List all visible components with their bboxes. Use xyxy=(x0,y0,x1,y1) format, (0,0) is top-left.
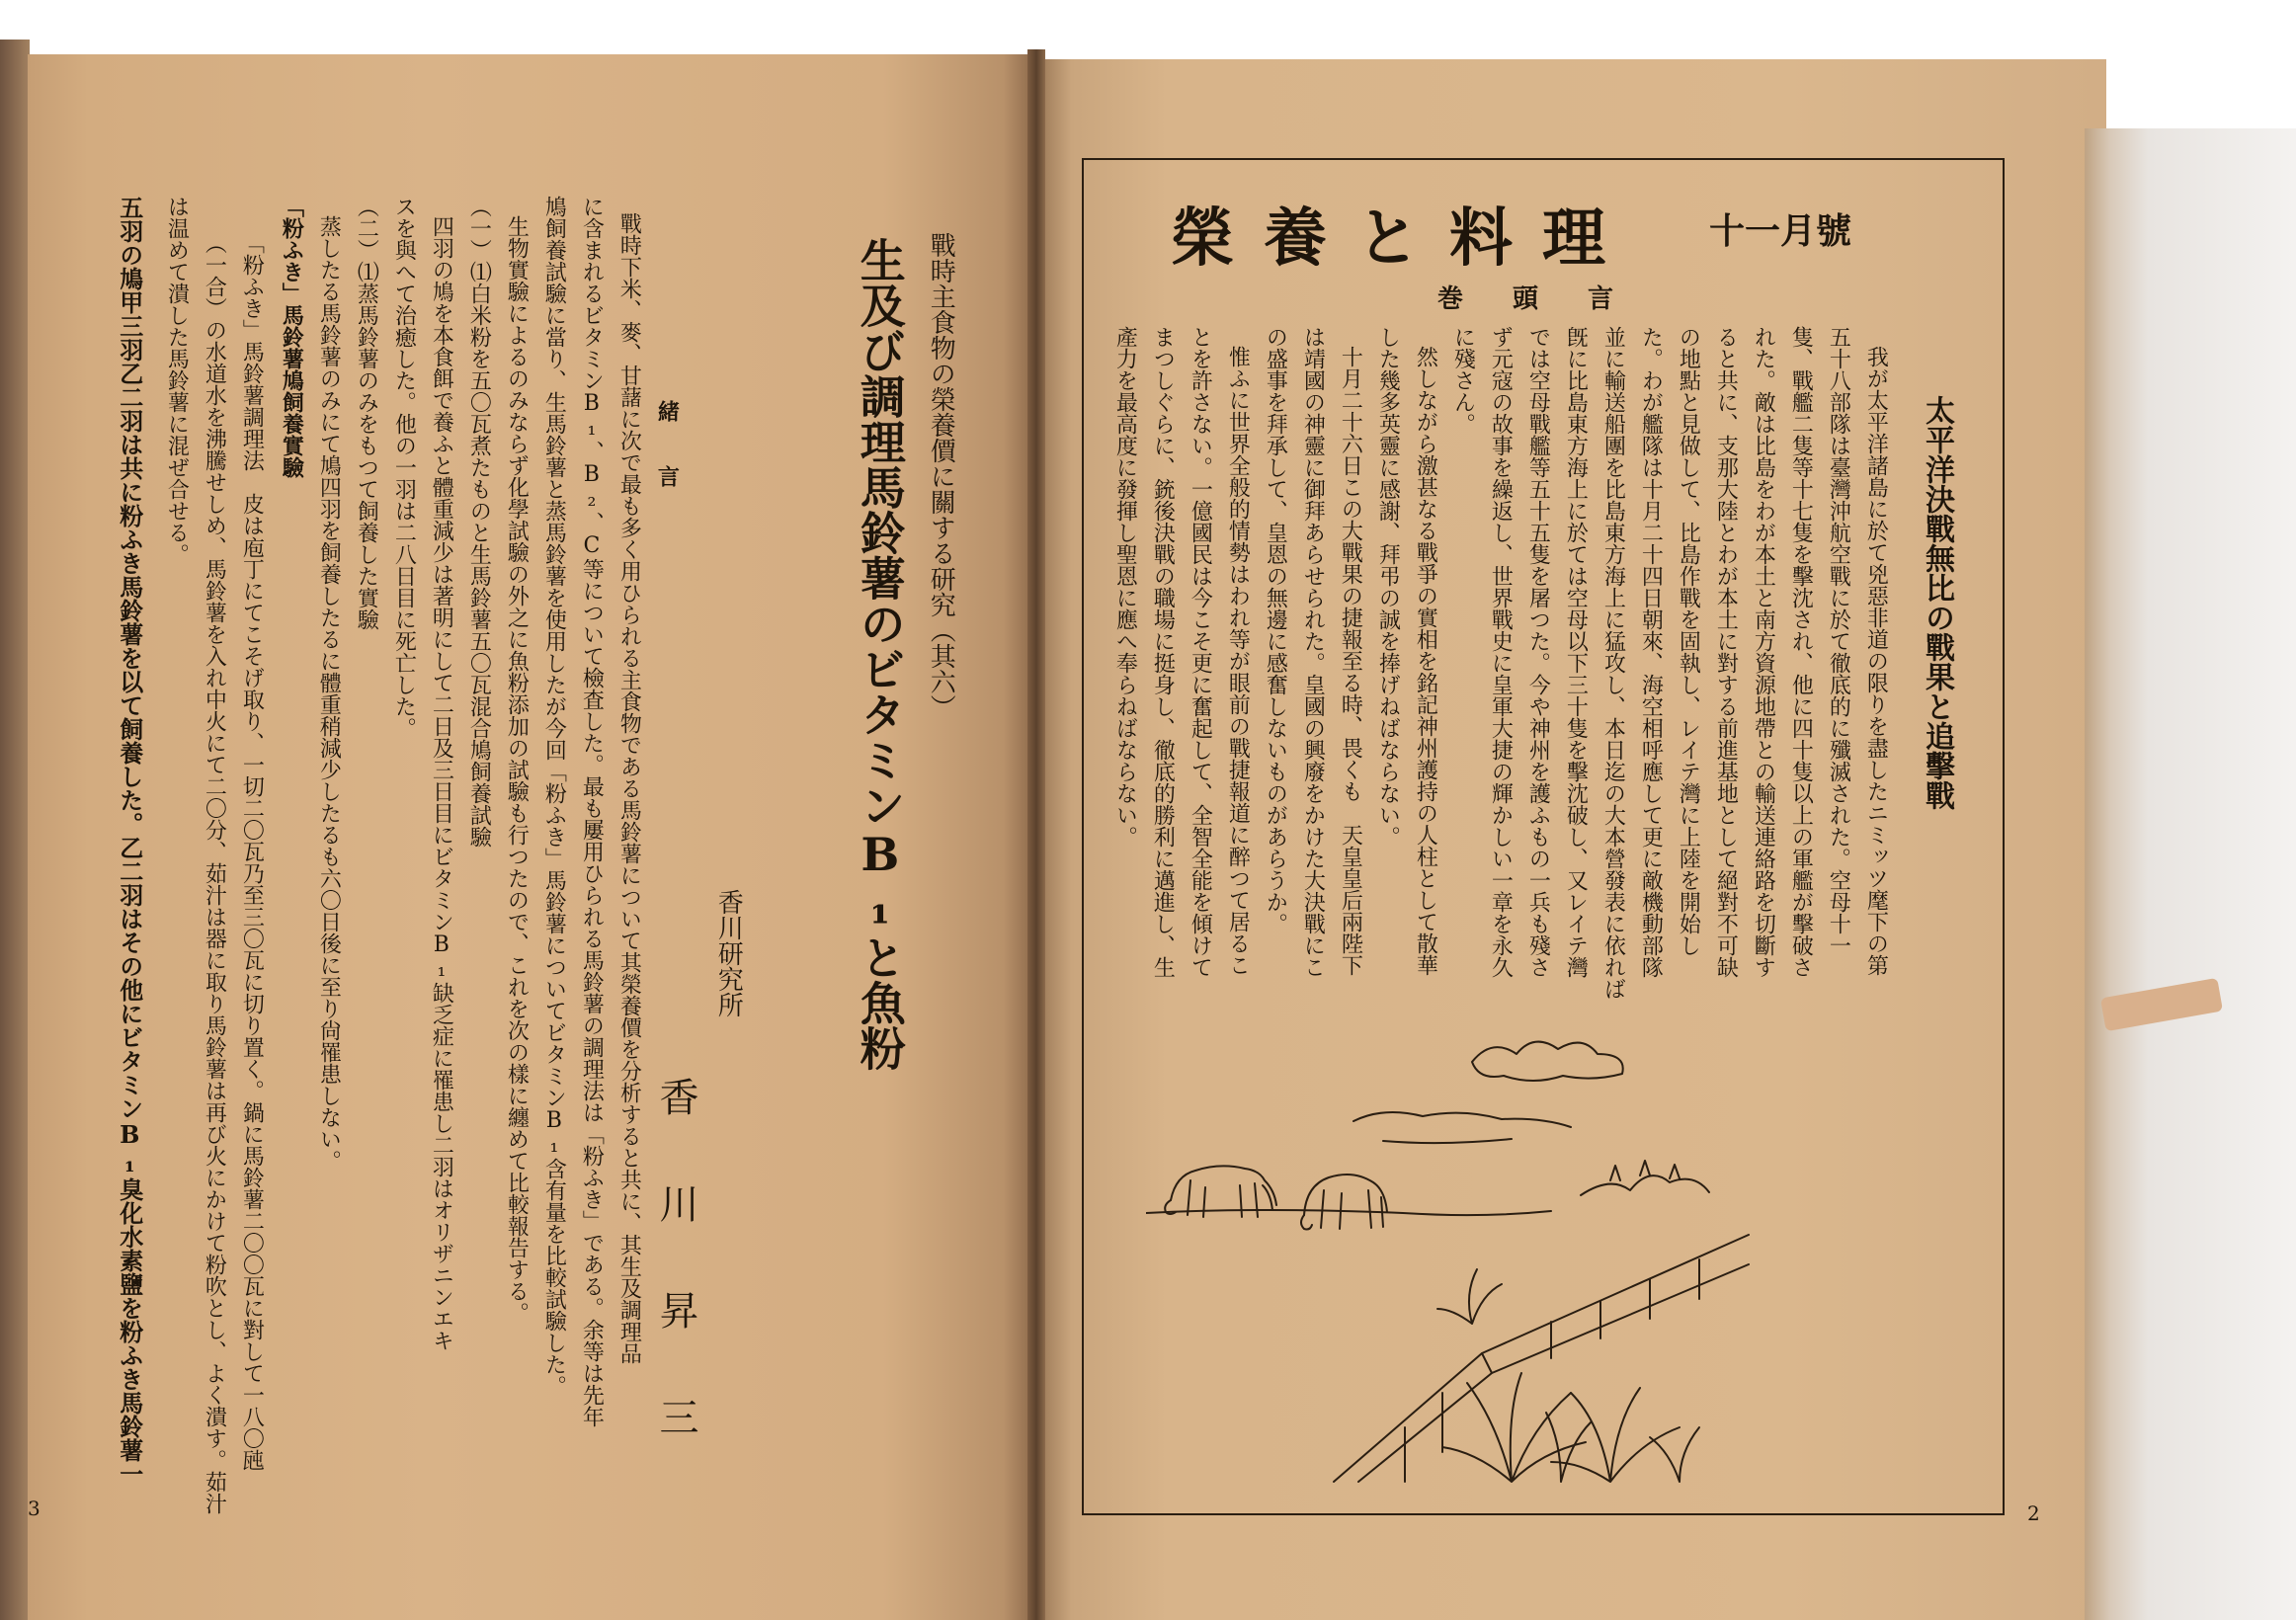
author-affiliation: 香川研究所 xyxy=(713,889,744,1017)
left-body-column: スを與へて治癒した。他の一羽は二八日目に死亡した。 xyxy=(391,196,417,739)
right-body-column: 十月二十六日この大戰果の捷報至る時、畏くも 天皇皇后兩陛下 xyxy=(1338,346,1363,976)
article-title: 生及び調理馬鈴薯のビタミンB₁と魚粉 xyxy=(853,237,907,1071)
left-body-column: 「粉ふき」馬鈴薯調理法 皮は庖丁にてこそげ取り、一切二〇瓦乃至三〇瓦に切り置く。鍋に馬鈴薯二〇〇瓦に對して一八〇瓲 xyxy=(239,232,265,1471)
right-body-column: 隻、戰艦二隻等十七隻を擊沈され、他に四十隻以上の軍艦が擊破さ xyxy=(1788,326,1814,978)
right-body-column: れた。敵は比島をわが本土と南方資源地帶との輸送連絡路を切斷す xyxy=(1751,326,1776,978)
left-body-column: 戰時下米、麥、甘藷に次で最も多く用ひられる主食物である馬鈴薯について其榮養價を分析すると共に、其生及調理品 xyxy=(616,212,642,1364)
horses-bridge-illustration xyxy=(1146,1017,1759,1492)
left-body-column: （一合）の水道水を沸騰せしめ、馬鈴薯を入れ中火にて二〇分、茹汁は器に取り馬鈴薯は再び火にかけて粉吹とし、よく潰す。茹汁 xyxy=(202,232,227,1514)
right-body-column: ると共に、支那大陸とわが本土に對する前進基地として絕對不可缺 xyxy=(1713,326,1739,978)
right-body-column: 然しながら激甚なる戰爭の實相を銘記神州護持の人柱として散華 xyxy=(1413,346,1438,976)
page-number-right: 2 xyxy=(2027,1501,2040,1525)
article-series: 戰時主食物の榮養價に關する研究（其六） xyxy=(926,232,956,720)
magazine-masthead: 榮養と料理 xyxy=(1171,202,1635,276)
right-body-column: ず元寇の故事を繰返し、世界戰史に皇軍大捷の輝かしい一章を永久 xyxy=(1488,326,1514,978)
left-body-column: 五羽の鳩甲三羽乙二羽は共に粉ふき馬鈴薯を以て飼養した。乙二羽はその他にビタミンB₁臭化水素鹽を粉ふき馬鈴薯一 xyxy=(115,196,144,1486)
book-right-edge xyxy=(2085,128,2296,1620)
left-body-column: は温めて潰した馬鈴薯に混ぜ合せる。 xyxy=(164,196,190,565)
section-heading: 緒 言 xyxy=(654,400,681,487)
right-body-column: た。わが艦隊は十月二十四日朝來、海空相呼應して更に敵機動部隊 xyxy=(1638,326,1664,978)
author-name: 香 川 昇 三 xyxy=(653,1077,698,1450)
right-body-column: とを許さない。一億國民は今こそ更に奮起して、全智全能を傾けて xyxy=(1188,326,1213,978)
left-subheading: 「粉ふき」馬鈴薯鳩飼養實驗 xyxy=(279,196,305,478)
left-body-column: 四羽の鳩を本食餌で養ふと體重減少は著明にして二日及三日目にビタミンB₁缺乏症に罹患し二羽はオリザニンエキ xyxy=(429,215,454,1351)
right-body-column: に殘さん。 xyxy=(1450,326,1476,435)
issue-label: 十一月號 xyxy=(1709,210,1852,252)
book-spine xyxy=(1027,49,1045,1620)
left-body-column: （一）⑴白米粉を五〇瓦煮たものと生馬鈴薯五〇瓦混合鳩飼養試驗 xyxy=(466,196,492,848)
right-body-column: 並に輸送船團を比島東方海上に猛攻し、本日迄の大本營發表に依れば xyxy=(1600,326,1626,1000)
left-body-column: 鳩飼養試驗に當り、生馬鈴薯と蒸馬鈴薯を使用したが今回「粉ふき」馬鈴薯についてビタミンB₁含有量を比較試驗した。 xyxy=(541,196,567,1397)
right-body-column: では空母戰艦等五十五隻を屠つた。今や神州を護ふもの一兵も殘さ xyxy=(1525,326,1551,978)
page-number-left: 3 xyxy=(28,1497,41,1520)
headline: 太平洋決戰無比の戰果と追擊戰 xyxy=(1920,395,1954,810)
left-body-column: に含まれるビタミンB₁、B₂、C等について檢査した。最も屢用ひられる馬鈴薯の調理法は「粉ふき」である。余等は先年 xyxy=(579,196,605,1427)
book-left-edge xyxy=(0,40,30,1620)
left-body-column: （二）⑴蒸馬鈴薯のみをもつて飼養した實驗 xyxy=(354,196,379,630)
right-body-column: は靖國の神靈に御拜あらせられた。皇國の興廢をかけた大決戰にこ xyxy=(1300,326,1326,978)
right-body-column: 五十八部隊は臺灣沖航空戰に於て徹底的に殲滅された。空母十一 xyxy=(1826,326,1851,956)
right-body-column: した幾多英靈に感謝、拜弔の誠を捧げねばならない。 xyxy=(1375,326,1401,848)
right-body-column: の盛事を拜承して、皇恩の無邊に感奮しないものがあらうか。 xyxy=(1263,326,1288,934)
right-body-column: まつしぐらに、銃後決戰の職場に挺身し、徹底的勝利に邁進し、生 xyxy=(1150,326,1176,978)
left-body-column: 蒸したる馬鈴薯のみにて鳩四羽を飼養したるに體重稍減少したるも六〇日後に至り尙罹患しない。 xyxy=(316,215,342,1172)
left-body-column: 生物實驗によるのみならず化學試驗の外之に魚粉添加の試驗も行つたので、これを次の樣に纏めて比較報告する。 xyxy=(504,215,530,1324)
right-body-column: 惟ふに世界全般的情勢はわれ等が眼前の戰捷報道に醉つて居るこ xyxy=(1225,346,1251,976)
right-body-column: 產力を最高度に發揮し聖恩に應へ奉らねばならない。 xyxy=(1112,326,1138,848)
right-body-column: 我が太平洋諸島に於て兇惡非道の限りを盡したニミッツ麾下の第 xyxy=(1863,346,1889,976)
right-body-column: 旣に比島東方海上に於ては空母以下三十隻を擊沈破し、又レイテ灣 xyxy=(1563,326,1589,978)
right-body-column: の地點と見做して、比島作戰を固執し、レイテ灣に上陸を開始し xyxy=(1676,326,1701,956)
foreword-title: 巻頭言 xyxy=(1437,284,1664,314)
